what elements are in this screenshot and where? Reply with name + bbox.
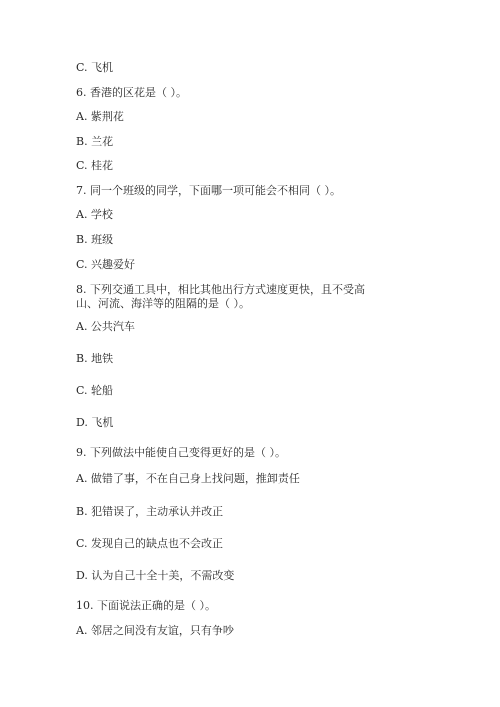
option-a-q7: A. 学校	[76, 208, 113, 221]
question-8: 8. 下列交通工具中，相比其他出行方式速度更快，且不受高山、河流、海洋等的阻隔的是（ ）。	[76, 283, 365, 310]
question-10: 10. 下面说法正确的是（ ）。	[76, 599, 216, 612]
option-c-q5: C. 飞机	[76, 61, 114, 74]
question-9: 9. 下列做法中能使自己变得更好的是（ ）。	[76, 446, 286, 459]
option-b-q9: B. 犯错误了，主动承认并改正	[76, 505, 224, 518]
option-a-q6: A. 紫荆花	[76, 110, 124, 123]
option-d-q9: D. 认为自己十全十美，不需改变	[76, 569, 235, 582]
option-a-q10: A. 邻居之间没有友谊，只有争吵	[76, 624, 234, 637]
question-7: 7. 同一个班级的同学，下面哪一项可能会不相同（ ）。	[76, 184, 341, 197]
option-b-q6: B. 兰花	[76, 135, 114, 148]
option-c-q8: C. 轮船	[76, 384, 114, 397]
option-a-q8: A. 公共汽车	[76, 320, 135, 333]
option-b-q8: B. 地铁	[76, 352, 114, 365]
option-c-q9: C. 发现自己的缺点也不会改正	[76, 537, 224, 550]
option-d-q8: D. 飞机	[76, 416, 114, 429]
option-c-q6: C. 桂花	[76, 159, 114, 172]
question-6: 6. 香港的区花是（ ）。	[76, 86, 187, 99]
option-a-q9: A. 做错了事，不在自己身上找问题，推卸责任	[76, 472, 300, 485]
option-c-q7: C. 兴趣爱好	[76, 258, 136, 271]
option-b-q7: B. 班级	[76, 233, 114, 246]
